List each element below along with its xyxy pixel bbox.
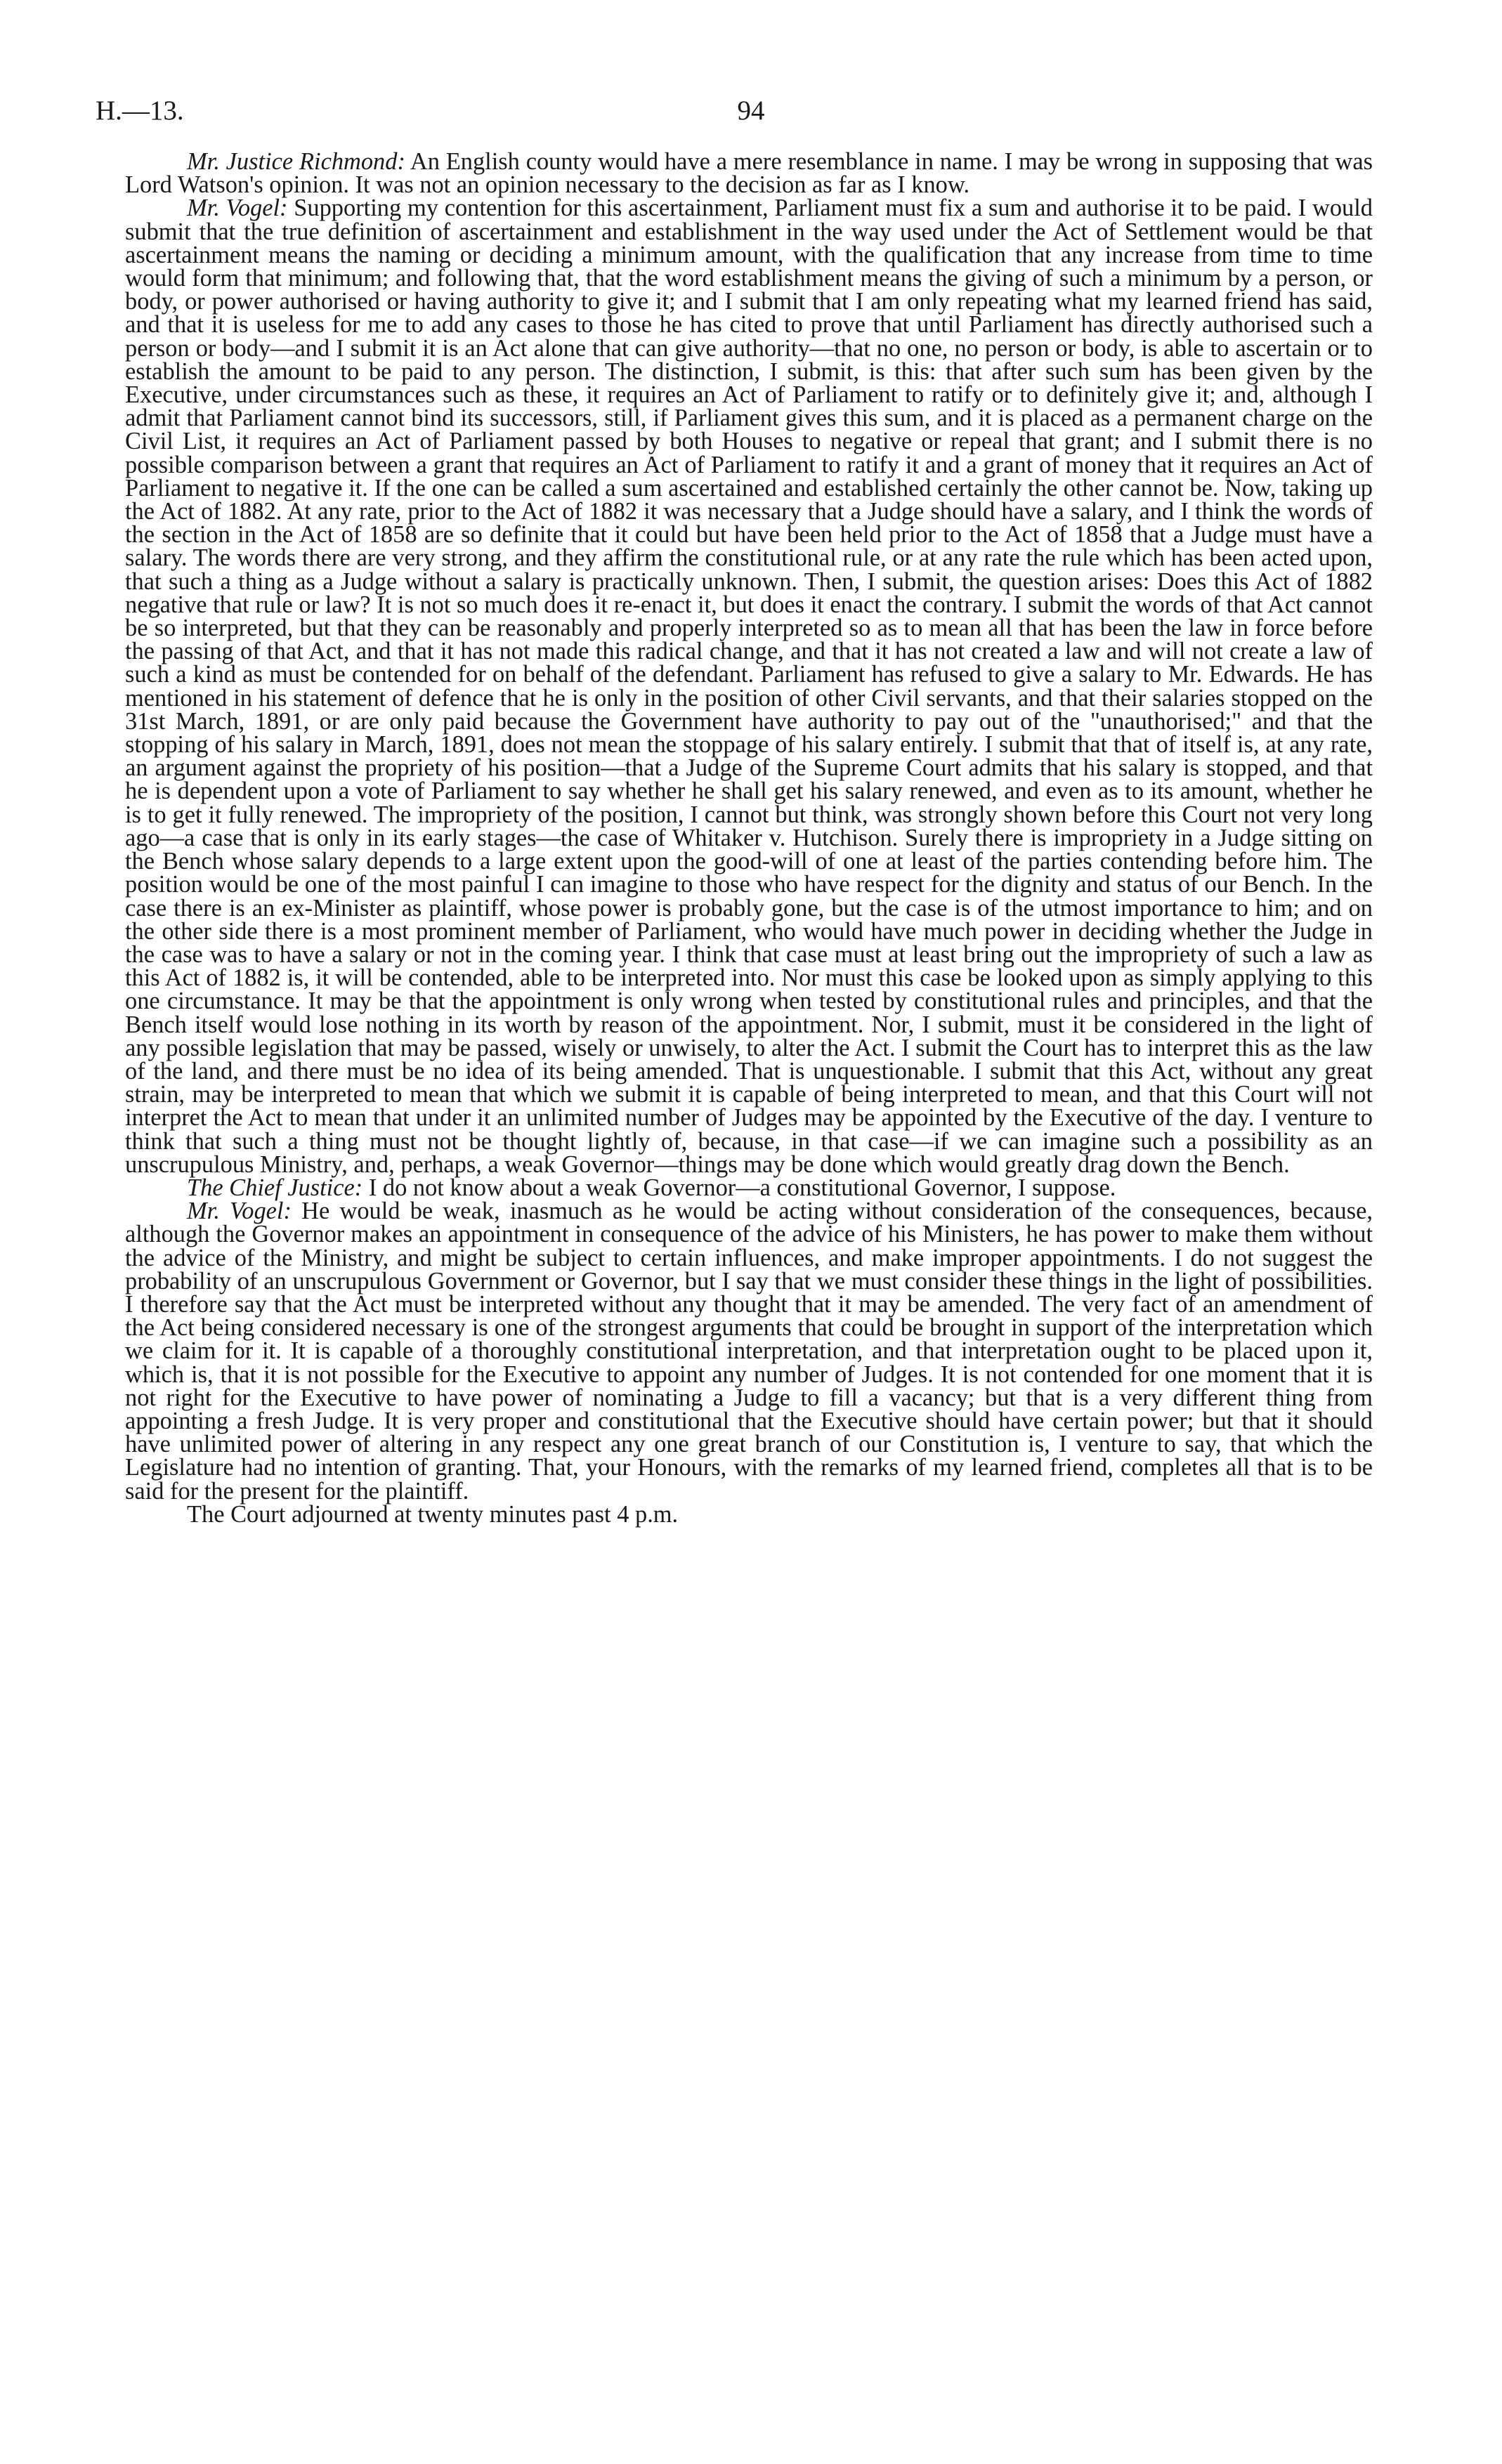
paragraph bbox=[125, 1174, 1373, 1201]
paragraph bbox=[125, 1200, 1373, 1503]
page-header bbox=[96, 90, 1406, 132]
paragraph-text: I do not know about a weak Governor—a constitutional Governor, I suppose. bbox=[363, 1174, 1116, 1201]
paragraph-text: He would be weak, inasmuch as he would be acting without consideration of the consequences, because, although the Governor makes an appointment in consequence of the advice of his Ministers, he has power to make them without the advice of the Ministry, and might be subject to certain influences, and make improper appointments. I do not suggest the probability of an unscrupulous Government or Governor, but I say that we must consider these things in the light of possibilities. I therefore say that the Act must be interpreted without any thought that it may be amended. The very fact of an amendment of the Act being considered necessary is one of the strongest arguments that could be brought in support of the interpretation which we claim for it. It is capable of a thoroughly constitutional interpretation, and that interpretation ought to be placed upon it, which is, that it is not possible for the Executive to appoint any number of Judges. It is not contended for one moment that it is not right for the Executive to have power of nominating a Judge to fill a vacancy; but that is a very different thing from appointing a fresh Judge. It is very proper and constitutional that the Executive should have certain power; but that it should have unlimited power of altering in any respect any one great branch of our Constitution is, I venture to say, that which the Legislature had no intention of granting. That, your Honours, with the remarks of my learned friend, completes all that is to be said for the present for the plaintiff. bbox=[125, 1198, 1373, 1505]
document-body bbox=[125, 150, 1373, 1526]
speaker-name: Mr. Vogel: bbox=[187, 1198, 292, 1225]
adjournment-note: The Court adjourned at twenty minutes past 4 p.m. bbox=[187, 1500, 679, 1528]
speaker-name: The Chief Justice: bbox=[187, 1174, 363, 1201]
paragraph bbox=[125, 150, 1373, 197]
speaker-name: Mr. Vogel: bbox=[187, 195, 288, 222]
paragraph bbox=[125, 197, 1373, 1177]
paragraph-text: An English county would have a mere resemblance in name. I may be wrong in supposing that was Lord Watson's opinion. It was not an opinion necessary to the decision as far as I know. bbox=[125, 148, 1373, 199]
page-number: 94 bbox=[737, 96, 765, 126]
document-reference: H.—13. bbox=[96, 96, 184, 126]
paragraph-text: Supporting my contention for this ascertainment, Parliament must fix a sum and authorise it to be paid. I would submit that the true definition of ascertainment and establishment in the way used under the Act of Settlement would be that ascertainment means the naming or deciding a minimum amount, with the qualification that any increase from time to time would form that minimum; and following that, that the word establishment means the giving of such a minimum by a person, or body, or power authorised or having authority to give it; and I submit that I am only repeating what my learned friend has said, and that it is useless for me to add any cases to those he has cited to prove that until Parliament has directly authorised such a person or body—and I submit it is an Act alone that can give authority—that no one, no person or body, is able to ascertain or to establish the amount to be paid to any person. The distinction, I submit, is this: that after such sum has been given by the Executive, under circumstances such as these, it requires an Act of Parliament to ratify or to definitely give it; and, although I admit that Parliament cannot bind its successors, still, if Parliament gives this sum, and it is placed as a permanent charge on the Civil List, it requires an Act of Parliament passed by both Houses to negative or repeal that grant; and I submit there is no possible comparison between a grant that requires an Act of Parliament to ratify it and a grant of money that it requires an Act of Parliament to negative it. If the one can be called a sum ascertained and established certainly the other cannot be. Now, taking up the Act of 1882. At any rate, prior to the Act of 1882 it was necessary that a Judge should have a salary, and I think the words of the section in the Act of 1858 are so definite that it could but have been held prior to the Act of 1858 that a Judge must have a salary. The words there are very strong, and they affirm the constitutional rule, or at any rate the rule which has been acted upon, that such a thing as a Judge without a salary is practically unknown. Then, I submit, the question arises: Does this Act of 1882 negative that rule or law? It is not so much does it re-enact it, but does it enact the contrary. I submit the words of that Act cannot be so interpreted, but that they can be reasonably and properly interpreted so as to mean all that has been the law in force before the passing of that Act, and that it has not made this radical change, and that it has not created a law and will not create a law of such a kind as must be contended for on behalf of the defendant. Parliament has refused to give a salary to Mr. Edwards. He has mentioned in his statement of defence that he is only in the position of other Civil servants, and that their salaries stopped on the 31st March, 1891, or are only paid because the Government have authority to pay out of the "unauthorised;" and that the stopping of his salary in March, 1891, does not mean the stoppage of his salary entirely. I submit that that of itself is, at any rate, an argument against the propriety of his position—that a Judge of the Supreme Court admits that his salary is stopped, and that he is dependent upon a vote of Parliament to say whether he shall get his salary renewed, and even as to its amount, whether he is to get it fully renewed. The impropriety of the position, I cannot but think, was strongly shown before this Court not very long ago—a case that is only in its early stages—the case of Whitaker v. Hutchison. Surely there is impropriety in a Judge sitting on the Bench whose salary depends to a large extent upon the good-will of one at least of the parties contending before him. The position would be one of the most painful I can imagine to those who have respect for the dignity and status of our Bench. In the case there is an ex-Minister as plaintiff, whose power is probably gone, but the case is of the utmost importance to him; and on the other side there is a most prominent member of Parliament, who would have much power in deciding whether the Judge in the case was to have a salary or not in the coming year. I think that case must at least bring out the impropriety of such a law as this Act of 1882 is, it will be contended, able to be interpreted into. Nor must this case be looked upon as simply applying to this one circumstance. It may be that the appointment is only wrong when tested by constitutional rules and principles, and that the Bench itself would lose nothing in its worth by reason of the appointment. Nor, I submit, must it be considered in the light of any possible legislation that may be passed, wisely or unwisely, to alter the Act. I submit the Court has to interpret this as the law of the land, and there must be no idea of its being amended. That is unquestionable. I submit that this Act, without any great strain, may be interpreted to mean that which we submit it is capable of being interpreted to mean, and that this Court will not interpret the Act to mean that under it an unlimited number of Judges may be appointed by the Executive of the day. I venture to think that such a thing must not be thought lightly of, because, in that case—if we can imagine such a possibility as an unscrupulous Ministry, and, perhaps, a weak Governor—things may be done which would greatly drag down the Bench. bbox=[125, 195, 1373, 1178]
speaker-name: Mr. Justice Richmond: bbox=[187, 148, 405, 175]
